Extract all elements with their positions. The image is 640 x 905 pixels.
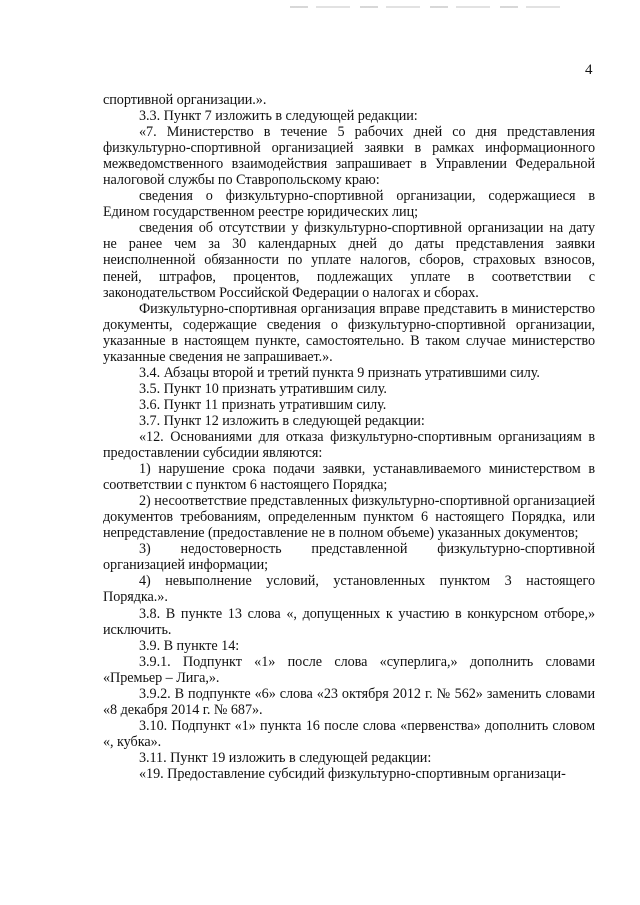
paragraph: 2) несоответствие представленных физкультурно-спортивной организацией документов требованиям, определенным пунктом 6 настоящего Порядка, или непредставление (предоставление не в полном объеме) указанных документов; (103, 493, 595, 542)
paragraph: 1) нарушение срока подачи заявки, устанавливаемого министерством в соответствии с пунктом 6 настоящего Порядка; (103, 461, 595, 494)
paragraph: сведения об отсутствии у физкультурно-спортивной организации на дату не ранее чем за 30 календарных дней до даты представления заявки неисполненной обязанности по уплате налогов, сборов, страховых взносов, пеней, штрафов, процентов, подлежащих уплате в соответствии с законодательством Российской Федерации о налогах и сборах. (103, 220, 595, 301)
paragraph: Физкультурно-спортивная организация вправе представить в министерство документы, содержащие сведения о физкультурно-спортивной организации, указанные в настоящем пункте, самостоятельно. В таком случае министерство указанные сведения не запрашивает.». (103, 300, 595, 365)
paragraph: 3.7. Пункт 12 изложить в следующей редакции: (139, 412, 425, 429)
paragraph: сведения о физкультурно-спортивной организации, содержащиеся в Едином государственном реестре юридических лиц; (103, 188, 595, 221)
paragraph: 3.8. В пункте 13 слова «, допущенных к участию в конкурсном отборе,» исключить. (103, 605, 595, 638)
page-number: 4 (585, 62, 593, 78)
paragraph: 3.9. В пункте 14: (139, 637, 240, 654)
paragraph: 3.5. Пункт 10 признать утратившим силу. (139, 380, 387, 397)
paragraph: 3.10. Подпункт «1» пункта 16 после слова «первенства» дополнить словом «, кубка». (103, 717, 595, 750)
paragraph: 3.6. Пункт 11 признать утратившим силу. (139, 396, 387, 413)
paragraph: 3) недостоверность представленной физкультурно-спортивной организацией информации; (103, 541, 595, 574)
paragraph: 3.9.1. Подпункт «1» после слова «суперлига,» дополнить словами «Премьер – Лига,». (103, 653, 595, 686)
paragraph: 3.4. Абзацы второй и третий пункта 9 признать утратившими силу. (139, 364, 540, 381)
paragraph: 3.3. Пункт 7 изложить в следующей редакции: (139, 108, 418, 125)
paragraph: «19. Предоставление субсидий физкультурно-спортивным организаци- (139, 765, 566, 782)
paragraph: 3.9.2. В подпункте «6» слова «23 октября 2012 г. № 562» заменить словами «8 декабря 2014 г. № 687». (103, 685, 595, 718)
paragraph: «7. Министерство в течение 5 рабочих дней со дня представления физкультурно-спортивной организацией заявки в рамках информационного межведомственного взаимодействия запрашивает в Управлении Федеральной налоговой службы по Ставропольскому краю: (103, 124, 595, 189)
document-body (103, 92, 595, 782)
paragraph: 4) невыполнение условий, установленных пунктом 3 настоящего Порядка.». (103, 573, 595, 606)
paragraph: «12. Основаниями для отказа физкультурно-спортивным организациям в предоставлении субсидии являются: (103, 428, 595, 462)
paragraph: 3.11. Пункт 19 изложить в следующей редакции: (139, 749, 432, 766)
paragraph: спортивной организации.». (103, 92, 267, 108)
scan-header-artifact (290, 6, 570, 8)
